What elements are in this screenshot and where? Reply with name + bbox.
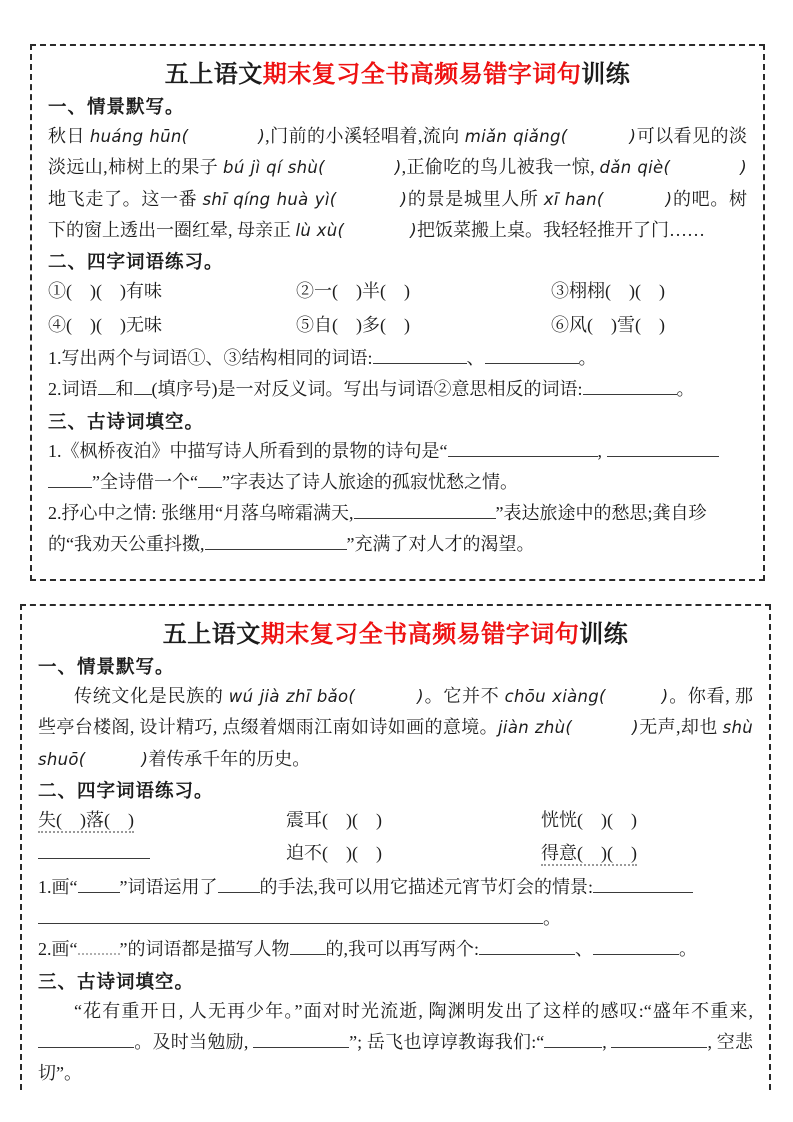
idiom-item bbox=[541, 805, 753, 836]
idiom-item bbox=[551, 276, 747, 307]
worksheet-card-2 bbox=[20, 604, 771, 1090]
pinyin-run: ) bbox=[417, 687, 424, 706]
section-1-heading: 一、情景默写。 bbox=[48, 98, 185, 118]
fill-in-blank-line bbox=[253, 1033, 349, 1048]
question-line bbox=[48, 436, 747, 499]
section-2-heading: 二、四字词语练习。 bbox=[38, 781, 214, 802]
text-run: ”全诗借一个“ bbox=[92, 471, 198, 492]
text-run: , bbox=[597, 440, 607, 461]
pinyin-run: huáng hūn( bbox=[89, 127, 189, 146]
idiom-item bbox=[38, 805, 286, 836]
text-run: ④( )( )无味 bbox=[48, 314, 162, 335]
pinyin-run: xī han( bbox=[543, 189, 604, 209]
text-run: 。及时当勉励, bbox=[134, 1031, 254, 1052]
text-run: 。 bbox=[578, 347, 597, 368]
fill-in-blank-line bbox=[607, 441, 719, 456]
pinyin-run: ) bbox=[629, 127, 637, 146]
text-run: 。 bbox=[543, 907, 561, 928]
question-line bbox=[38, 934, 753, 965]
fill-in-blank-line bbox=[448, 441, 598, 456]
text-run: ②一( )半( ) bbox=[296, 281, 410, 302]
text-run: 龚自珍的“我劝天公重抖擞, bbox=[48, 503, 707, 555]
pinyin-run: ) bbox=[410, 220, 417, 240]
text-run: 的,我可以再写两个: bbox=[325, 939, 480, 960]
idiom-item bbox=[296, 276, 551, 307]
text-run: 2.抒心中之情: 张继用“月落乌啼霜满天, bbox=[48, 503, 354, 524]
fill-in-blank-line bbox=[593, 940, 679, 955]
fill-in-blank-line bbox=[593, 877, 693, 892]
text-run: 地飞走了。这一番 bbox=[48, 188, 203, 209]
title-suffix: 训练 bbox=[581, 62, 631, 88]
question-line bbox=[48, 374, 747, 405]
pinyin-run: ) bbox=[141, 749, 149, 769]
text-run: 1.画“ bbox=[38, 876, 78, 897]
worksheet-title bbox=[38, 614, 753, 649]
title-highlight: 期末复习全书高频易错字词句 bbox=[260, 622, 580, 648]
text-run: ”字表达了诗人旅途的孤寂忧愁之情。 bbox=[221, 471, 518, 492]
section-3-heading: 三、古诗词填空。 bbox=[38, 972, 195, 993]
idiom-grid bbox=[38, 805, 753, 870]
title-prefix: 五上语文 bbox=[162, 622, 261, 648]
fill-in-blank-line bbox=[544, 1033, 602, 1048]
pinyin-run: shù shuō( bbox=[38, 718, 754, 769]
text-run: ⑤自( )多( ) bbox=[296, 314, 410, 335]
text-run: 的手法,我可以用它描述元宵节灯会的情景: bbox=[259, 876, 593, 897]
title-prefix: 五上语文 bbox=[164, 62, 263, 88]
fill-in-blank-line bbox=[198, 473, 222, 488]
idiom-grid bbox=[48, 276, 747, 341]
idiom-item bbox=[48, 310, 296, 341]
dictation-paragraph bbox=[38, 681, 753, 775]
fill-in-blank-line bbox=[354, 504, 496, 519]
fill-in-blank-line bbox=[48, 473, 92, 488]
text-run: 。 bbox=[676, 379, 695, 400]
text-run: 的景是城里人所 bbox=[407, 188, 544, 209]
text-run: ”充满了对人才的渴望。 bbox=[346, 534, 535, 555]
text-run: ⑥风( )雪( ) bbox=[551, 314, 665, 335]
section-3-heading: 三、古诗词填空。 bbox=[48, 412, 205, 433]
pinyin-run: ) bbox=[661, 687, 669, 706]
title-highlight: 期末复习全书高频易错字词句 bbox=[262, 62, 582, 88]
idiom-item bbox=[286, 838, 541, 869]
text-run: 。它并不 bbox=[423, 686, 505, 706]
question-line bbox=[48, 343, 747, 374]
text-run: 秋日 bbox=[48, 126, 90, 146]
fill-in-blank-line bbox=[98, 380, 116, 395]
section-1-heading: 一、情景默写。 bbox=[38, 658, 175, 678]
text-run: 可以看见的淡淡远山,柿树上的果子 bbox=[48, 126, 748, 178]
pinyin-run: ) bbox=[632, 718, 639, 738]
fill-in-blank-line bbox=[134, 380, 152, 395]
dotted-underlined-phrase: 得意( )( ) bbox=[541, 843, 637, 866]
text-run: 迫不( )( ) bbox=[286, 843, 382, 864]
worksheet-title bbox=[48, 54, 747, 89]
text-run: 和 bbox=[115, 379, 134, 400]
text-run: , bbox=[602, 1031, 612, 1052]
pinyin-run: ) bbox=[400, 189, 408, 209]
question-line bbox=[38, 872, 753, 935]
text-run: 。你看, 那些亭台楼阁, 设计精巧, 点缀着烟雨江南如诗如画的意境。 bbox=[38, 686, 754, 738]
pinyin-run: ) bbox=[740, 158, 747, 178]
text-run: ,门前的小溪轻唱着,流向 bbox=[265, 126, 465, 146]
text-run: 2.画“ bbox=[38, 939, 78, 960]
text-run: 1.写出两个与词语①、③结构相同的词语: bbox=[48, 347, 373, 368]
pinyin-run: jiàn zhù( bbox=[498, 718, 573, 738]
text-run: (填序号)是一对反义词。写出与词语②意思相反的词语: bbox=[151, 379, 583, 400]
pinyin-run: bú jì qí shù( bbox=[223, 158, 325, 178]
pinyin-run: wú jià zhī bǎo( bbox=[228, 687, 356, 706]
idiom-item bbox=[296, 310, 551, 341]
text-run: 传统文化是民族的 bbox=[74, 686, 229, 706]
pinyin-run: ) bbox=[258, 127, 266, 146]
text-run: 、 bbox=[575, 939, 594, 960]
text-run: ③栩栩( )( ) bbox=[551, 281, 665, 302]
fill-in-blank-line bbox=[78, 877, 120, 892]
idiom-item bbox=[551, 310, 747, 341]
dictation-paragraph bbox=[48, 121, 747, 246]
text-run: ①( )( )有味 bbox=[48, 281, 162, 302]
section-2-heading: 二、四字词语练习。 bbox=[48, 253, 224, 274]
fill-in-blank-line bbox=[38, 1033, 134, 1048]
fill-in-blank-line bbox=[479, 940, 575, 955]
text-run: ”的词语都是描写人物 bbox=[119, 939, 290, 960]
text-run: 震耳( )( ) bbox=[286, 809, 382, 830]
pinyin-run: ) bbox=[665, 189, 673, 209]
poem-fill-paragraph bbox=[38, 996, 753, 1090]
pinyin-run: chōu xiàng( bbox=[504, 687, 606, 706]
text-run: 恍恍( )( ) bbox=[541, 809, 637, 830]
text-run: 无声,却也 bbox=[638, 717, 723, 738]
fill-in-blank-line bbox=[38, 844, 150, 859]
text-run: 把饭菜搬上桌。我轻轻推开了门…… bbox=[417, 219, 705, 240]
idiom-item bbox=[286, 805, 541, 836]
text-run: 的吧。树下的窗上透出一圈红晕, 母亲正 bbox=[48, 188, 748, 240]
text-run: 着传承千年的历史。 bbox=[148, 748, 311, 769]
dotted-underlined-phrase: 失( )落( ) bbox=[38, 810, 134, 833]
pinyin-run: miǎn qiǎng( bbox=[464, 127, 568, 146]
fill-in-blank-line bbox=[78, 940, 120, 955]
text-run: ,正偷吃的鸟儿被我一惊, bbox=[401, 157, 600, 178]
fill-in-blank-line bbox=[583, 380, 677, 395]
title-suffix: 训练 bbox=[579, 622, 629, 648]
pinyin-run: ) bbox=[394, 158, 402, 178]
pinyin-run: dǎn qiè( bbox=[599, 158, 671, 178]
idiom-item bbox=[48, 276, 296, 307]
fill-in-blank-line bbox=[205, 535, 347, 550]
fill-in-blank-line bbox=[485, 349, 579, 364]
idiom-item bbox=[38, 838, 286, 869]
text-run: 2.词语 bbox=[48, 379, 98, 400]
fill-in-blank-line bbox=[290, 940, 326, 955]
fill-in-blank-line bbox=[38, 909, 543, 924]
fill-in-blank-line bbox=[373, 349, 467, 364]
text-run: ”表达旅途中的愁思; bbox=[495, 503, 653, 524]
text-run: “花有重开日, 人无再少年。”面对时光流逝, 陶渊明发出了这样的感叹:“盛年不重来, bbox=[74, 1000, 753, 1021]
text-run: 1.《枫桥夜泊》中描写诗人所看到的景物的诗句是“ bbox=[48, 440, 448, 461]
fill-in-blank-line bbox=[218, 877, 260, 892]
idiom-item bbox=[541, 838, 753, 869]
text-run: 。 bbox=[679, 939, 698, 960]
text-run: ”; 岳飞也谆谆教诲我们:“ bbox=[349, 1031, 545, 1052]
fill-in-blank-line bbox=[611, 1033, 707, 1048]
pinyin-run: shī qíng huà yì( bbox=[202, 189, 337, 209]
text-run: ”词语运用了 bbox=[119, 876, 218, 897]
pinyin-run: lù xù( bbox=[295, 220, 345, 240]
worksheet-card-1 bbox=[30, 44, 765, 581]
question-line bbox=[48, 498, 747, 561]
text-run: , 空悲切”。 bbox=[38, 1031, 754, 1084]
text-run: 、 bbox=[466, 347, 485, 368]
